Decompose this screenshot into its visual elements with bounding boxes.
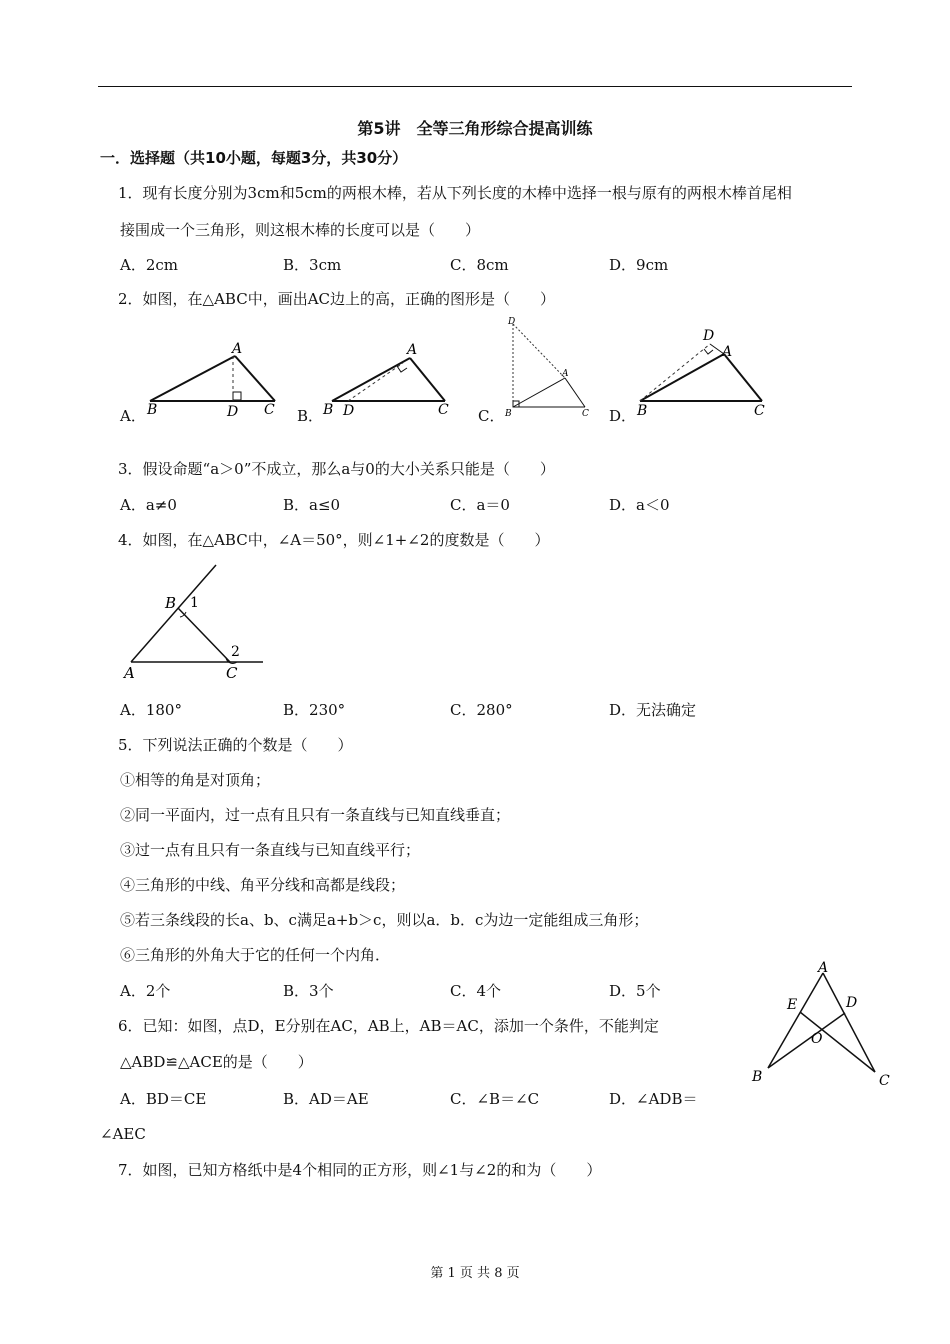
q4-label-1: 1 (190, 595, 199, 611)
q4-label-a: A (124, 664, 135, 682)
q6-label-a: A (818, 960, 829, 976)
q4-label-b: B (165, 594, 177, 612)
q3-option-c: C．a＝0 (450, 496, 510, 514)
q6-option-d-continued: ∠AEC (100, 1125, 146, 1143)
q2-figure-d (636, 328, 765, 419)
q6-option-d: D．∠ADB＝ (609, 1090, 698, 1108)
q4-option-b: B．230° (283, 701, 346, 719)
q6-option-b: B．AD＝AE (283, 1090, 369, 1108)
q2d-label-a: A (722, 344, 733, 360)
q2b-label-d: D (343, 403, 355, 419)
q4-option-d: D．无法确定 (609, 701, 697, 719)
q6-label-b: B (752, 1069, 763, 1085)
q2d-label-c: C (754, 403, 765, 419)
page-title: 第5讲 全等三角形综合提高训练 (357, 119, 593, 138)
q2-figure-a (146, 341, 275, 420)
q5-statement-6: ⑥三角形的外角大于它的任何一个内角． (120, 946, 391, 964)
q6-label-c: C (879, 1073, 890, 1089)
header-rule (98, 86, 852, 87)
q1-option-c: C．8cm (450, 256, 509, 274)
q6-option-c: C．∠B＝∠C (450, 1090, 540, 1108)
q2-figures (100, 316, 850, 426)
q6-line2: △ABD≌△ACE的是（ ） (120, 1053, 313, 1071)
q5-option-d: D．5个 (609, 982, 661, 1000)
q2b-label-a: A (407, 342, 418, 358)
q5-option-c: C．4个 (450, 982, 502, 1000)
q5-statement-2: ②同一平面内，过一点有且只有一条直线与已知直线垂直； (120, 806, 511, 824)
q5-statement-1: ①相等的角是对顶角； (120, 771, 271, 789)
q6-label-o: O (811, 1031, 823, 1047)
q3-option-d: D．a＜0 (609, 496, 670, 514)
q2b-label-c: C (438, 402, 449, 418)
q2-option-a: A． (120, 407, 146, 425)
q2-option-b: B． (297, 407, 324, 425)
q3-line1: 3．假设命题“a＞0”不成立，那么a与0的大小关系只能是（ ） (118, 460, 555, 478)
q2c-label-b: B (505, 409, 512, 419)
q2-option-d: D． (609, 407, 637, 425)
q2-figure-c (504, 317, 589, 419)
q1-line2: 接围成一个三角形，则这根木棒的长度可以是（ ） (120, 221, 481, 239)
page-footer: 第 1 页 共 8 页 (430, 1266, 520, 1281)
q1-option-a: A．2cm (120, 256, 179, 274)
q6-line1: 6．已知：如图，点D，E分别在AC，AB上，AB＝AC，添加一个条件，不能判定 (118, 1017, 659, 1035)
q5-statement-3: ③过一点有且只有一条直线与已知直线平行； (120, 841, 421, 859)
q5-line1: 5．下列说法正确的个数是（ ） (118, 736, 353, 754)
q5-statement-4: ④三角形的中线、角平分线和高都是线段； (120, 876, 406, 894)
q1-line1: 1．现有长度分别为3cm和5cm的两根木棒，若从下列长度的木棒中选择一根与原有的两根木棒首尾相 (118, 184, 792, 202)
q2d-label-d: D (703, 328, 715, 344)
q6-label-d: D (846, 995, 858, 1011)
q1-option-b: B．3cm (283, 256, 342, 274)
q2c-label-c: C (582, 409, 589, 419)
q2c-label-d: D (508, 317, 516, 327)
q7-line1: 7．如图，已知方格纸中是4个相同的正方形，则∠1与∠2的和为（ ） (118, 1161, 602, 1179)
q3-option-a: A．a≠0 (120, 496, 177, 514)
q2a-label-a: A (232, 341, 243, 357)
q6-option-a: A．BD＝CE (120, 1090, 207, 1108)
q4-label-c: C (226, 664, 238, 682)
q1-option-d: D．9cm (609, 256, 669, 274)
q2d-label-b: B (637, 403, 648, 419)
q4-figure (118, 560, 278, 685)
q4-option-a: A．180° (120, 701, 182, 719)
q4-line1: 4．如图，在△ABC中，∠A＝50°，则∠1+∠2的度数是（ ） (118, 531, 550, 549)
q4-option-c: C．280° (450, 701, 513, 719)
q2-option-c: C． (478, 407, 505, 425)
q4-label-2: 2 (231, 644, 240, 660)
q2b-label-b: B (323, 402, 334, 418)
q6-label-e: E (787, 997, 798, 1013)
q2-figure-b (322, 342, 449, 419)
q3-option-b: B．a≤0 (283, 496, 341, 514)
q2a-label-d: D (227, 404, 239, 420)
q5-option-a: A．2个 (120, 982, 171, 1000)
q2a-label-c: C (264, 402, 275, 418)
q6-figure (745, 955, 895, 1090)
q2a-label-b: B (147, 402, 158, 418)
q2c-label-a: A (562, 369, 569, 379)
section-heading: 一．选择题（共10小题，每题3分，共30分） (100, 149, 408, 167)
q5-option-b: B．3个 (283, 982, 334, 1000)
q2-line1: 2．如图，在△ABC中，画出AC边上的高，正确的图形是（ ） (118, 290, 556, 308)
q5-statement-5: ⑤若三条线段的长a、b、c满足a+b＞c，则以a．b．c为边一定能组成三角形； (120, 911, 649, 929)
